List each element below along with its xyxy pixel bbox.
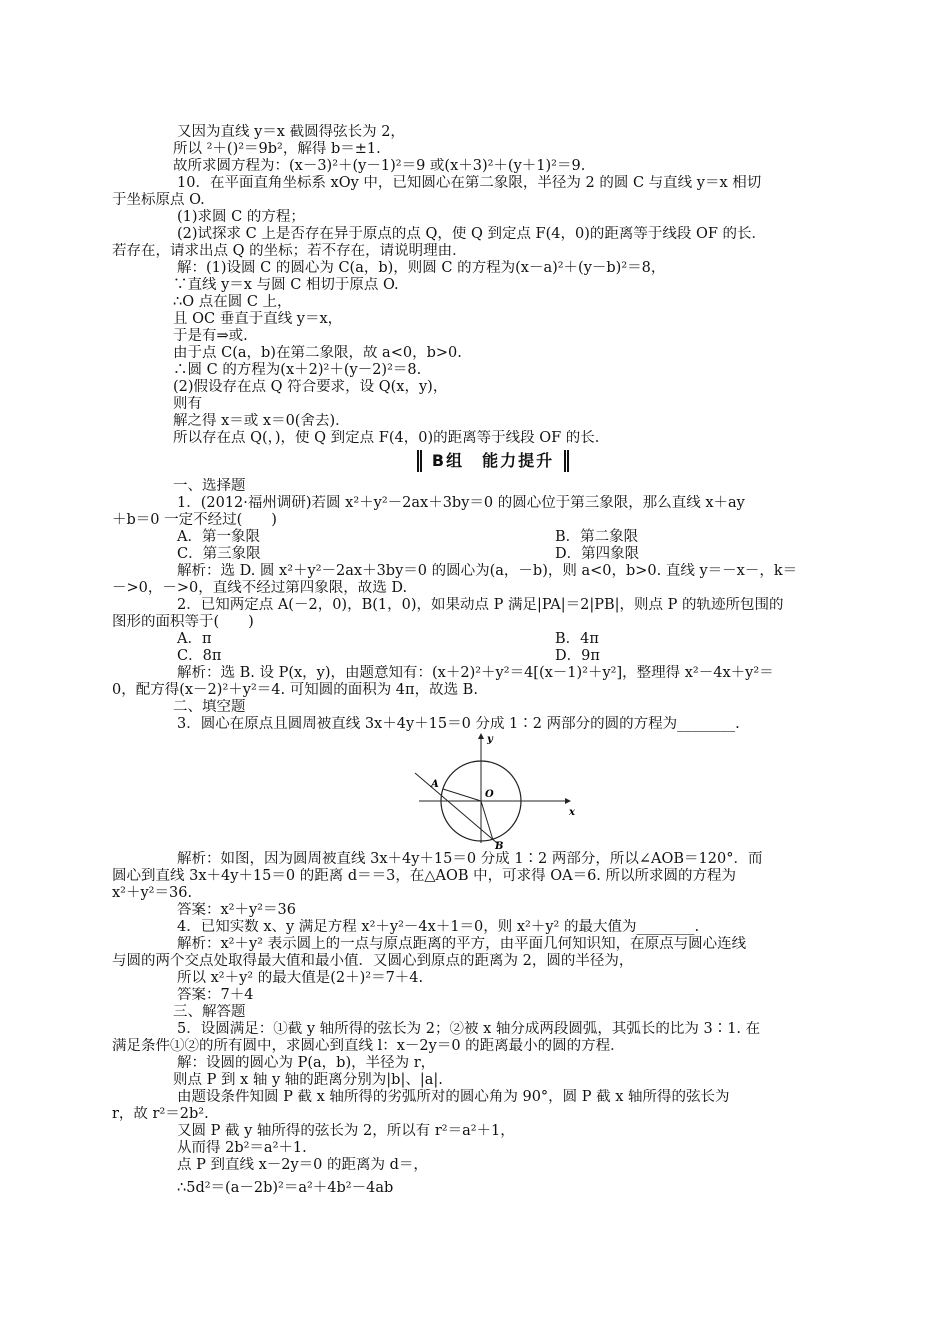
solution-line: 解：设圆的圆心为 P(a，b)，半径为 r， xyxy=(177,1055,436,1071)
solution-line: ∵直线 y＝x 与圆 C 相切于原点 O. xyxy=(173,277,399,293)
text-line: 于坐标原点 O. xyxy=(112,192,205,208)
top-section xyxy=(112,124,813,447)
solution-line: ∴圆 C 的方程为(x＋2)²＋(y－2)²＝8. xyxy=(173,362,422,378)
q1-options-row xyxy=(173,546,813,563)
solution-line: 解析：选 D. 圆 x²＋y²－2ax＋3by＝0 的圆心为(a，－b)，则 a<0，b>0. 直线 y＝－x－，k＝ xyxy=(177,563,798,579)
q2-options-row xyxy=(173,648,813,665)
q2-option-c: C．8π xyxy=(177,648,222,664)
q1-option-b: B．第二象限 xyxy=(555,529,639,545)
solution-line: r，故 r²＝2b². xyxy=(112,1106,209,1122)
solution-line: x²＋y²＝36. xyxy=(112,885,193,901)
segment-oa xyxy=(443,789,481,801)
solution-line: ∴O 点在圆 C 上， xyxy=(173,294,292,310)
question-4-stem: 4．已知实数 x、y 满足方程 x²＋y²－4x＋1＝0，则 x²＋y² 的最大值为________. xyxy=(177,919,700,935)
question-3-stem: 3．圆心在原点且圆周被直线 3x＋4y＋15＝0 分成 1∶2 两部分的圆的方程为________. xyxy=(177,716,740,732)
answer-line: 答案：7＋4 xyxy=(177,987,254,1003)
point-b-label: B xyxy=(495,841,504,851)
solution-line: 解析：如图，因为圆周被直线 3x＋4y＋15＝0 分成 1∶2 两部分，所以∠AOB＝120°．而 xyxy=(177,851,763,867)
choice-section xyxy=(112,478,813,733)
q2-option-a: A．π xyxy=(177,631,212,647)
q2-option-d: D．9π xyxy=(555,648,600,664)
circle-figure xyxy=(173,733,813,851)
point-o-label: O xyxy=(485,789,494,800)
question-1-stem: 1．(2012·福州调研)若圆 x²＋y²－2ax＋3by＝0 的圆心位于第三象限，那么直线 x＋ay xyxy=(177,495,745,511)
solution-line: 于是有⇒或. xyxy=(173,328,248,344)
y-label: y xyxy=(487,734,493,745)
question-2-stem: 2．已知两定点 A(－2，0)，B(1，0)，如果动点 P 满足|PA|＝2|PB|，则点 P 的轨迹所包围的 xyxy=(177,597,784,613)
bottom-section xyxy=(112,851,813,1197)
text-line: (2)试探求 C 上是否存在异于原点的点 Q，使 Q 到定点 F(4，0)的距离等于线段 OF 的长． xyxy=(177,226,767,242)
q2-option-b: B．4π xyxy=(555,631,599,647)
solution-line: 圆心到直线 3x＋4y＋15＝0 的距离 d＝＝3，在△AOB 中，可求得 OA＝6. 所以所求圆的方程为 xyxy=(112,868,737,884)
point-a-label: A xyxy=(431,779,439,790)
section-banner-label: B组 能力提升 xyxy=(417,450,569,472)
solution-line: 由于点 C(a，b)在第二象限，故 a<0，b>0. xyxy=(173,345,462,361)
solution-line: 从而得 2b²＝a²＋1. xyxy=(177,1140,307,1156)
solution-line: 解：(1)设圆 C 的圆心为 C(a，b)，则圆 C 的方程为(x－a)²＋(y－b)²＝8， xyxy=(177,260,666,276)
solution-line: 则点 P 到 x 轴 y 轴的距离分别为|b|、|a|. xyxy=(173,1072,443,1088)
q1-option-d: D．第四象限 xyxy=(555,546,640,562)
circle-diagram xyxy=(409,733,579,851)
section-banner xyxy=(173,450,813,474)
x-axis-arrow xyxy=(565,798,571,804)
solution-line: 解之得 x＝或 x＝0(舍去)． xyxy=(173,413,350,429)
solution-line: 0，配方得(x－2)²＋y²＝4. 可知圆的面积为 4π，故选 B. xyxy=(112,682,478,698)
solution-line: －>0，－>0，直线不经过第四象限，故选 D. xyxy=(112,580,408,596)
solution-line: 由题设条件知圆 P 截 x 轴所得的劣弧所对的圆心角为 90°，圆 P 截 x 轴所得的弦长为 xyxy=(177,1089,730,1105)
document-content xyxy=(112,124,813,1197)
text-line: 所以 ²＋()²＝9b²，解得 b＝±1. xyxy=(173,141,381,157)
text-line: 若存在，请求出点 Q 的坐标；若不存在，请说明理由． xyxy=(112,243,467,259)
text-line: 满足条件①②的所有圆中，求圆心到直线 l：x－2y＝0 的距离最小的圆的方程． xyxy=(112,1038,625,1054)
answer-line: 答案：x²＋y²＝36 xyxy=(177,902,296,918)
solution-line: 解析：选 B. 设 P(x，y)，由题意知有：(x＋2)²＋y²＝4[(x－1)²＋y²]，整理得 x²－4x＋y²＝ xyxy=(177,665,774,681)
section-heading: 一、选择题 xyxy=(173,478,246,494)
section-heading: 三、解答题 xyxy=(173,1004,246,1020)
solution-line: (2)假设存在点 Q 符合要求，设 Q(x，y)， xyxy=(173,379,448,395)
text-line: (1)求圆 C 的方程； xyxy=(177,209,305,225)
q1-option-a: A．第一象限 xyxy=(177,529,260,545)
y-axis-arrow xyxy=(478,733,484,739)
solution-line: 且 OC 垂直于直线 y＝x， xyxy=(173,311,343,327)
q2-options-row xyxy=(173,631,813,648)
solution-line: 所以存在点 Q(，)，使 Q 到定点 F(4，0)的距离等于线段 OF 的长． xyxy=(173,430,610,446)
solution-line: 所以 x²＋y² 的最大值是(2＋)²＝7＋4. xyxy=(177,970,424,986)
x-label: x xyxy=(569,807,575,818)
q1-options-row xyxy=(173,529,813,546)
question-5-stem: 5．设圆满足：①截 y 轴所得的弦长为 2；②被 x 轴分成两段圆弧，其弧长的比为 3∶1. 在 xyxy=(177,1021,761,1037)
text-line: ＋b＝0 一定不经过( ) xyxy=(112,512,277,528)
solution-line: 与圆的两个交点处取得最大值和最小值．又圆心到原点的距离为 2，圆的半径为， xyxy=(112,953,634,969)
q1-option-c: C．第三象限 xyxy=(177,546,261,562)
solution-line: 则有 xyxy=(173,396,202,412)
question-10-stem: 10．在平面直角坐标系 xOy 中，已知圆心在第二象限，半径为 2 的圆 C 与直线 y＝x 相切 xyxy=(177,175,762,191)
text-line: 故所求圆方程为：(x－3)²＋(y－1)²＝9 或(x＋3)²＋(y＋1)²＝9. xyxy=(173,158,586,174)
solution-line: 又圆 P 截 y 轴所得的弦长为 2，所以有 r²＝a²＋1， xyxy=(177,1123,515,1139)
solution-line-last: ∴5d²＝(a－2b)²＝a²＋4b²－4ab xyxy=(177,1180,394,1196)
solution-line: 点 P 到直线 x－2y＝0 的距离为 d＝， xyxy=(177,1157,428,1173)
text-line: 又因为直线 y＝x 截圆得弦长为 2， xyxy=(177,124,405,140)
section-heading: 二、填空题 xyxy=(173,699,246,715)
text-line: 图形的面积等于( ) xyxy=(112,614,254,630)
solution-line: 解析：x²＋y² 表示圆上的一点与原点距离的平方，由平面几何知识知，在原点与圆心连线 xyxy=(177,936,747,952)
